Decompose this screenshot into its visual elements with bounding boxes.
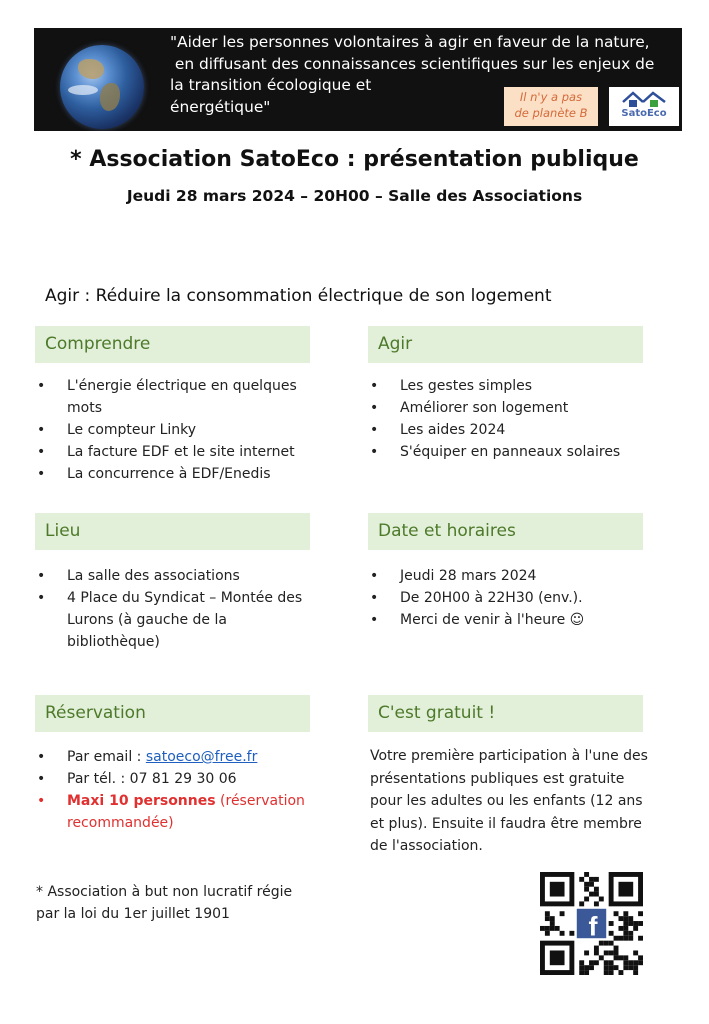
list-item: • Les gestes simples [369, 375, 669, 397]
list-item: • 4 Place du Syndicat – Montée des Lurons (à gauche de la bibliothèque) [36, 587, 321, 653]
earth-globe-icon [60, 45, 144, 129]
list-item: • La salle des associations [36, 565, 321, 587]
page-subtitle: Jeudi 28 mars 2024 – 20H00 – Salle des Associations [126, 187, 583, 205]
list-item: • La concurrence à EDF/Enedis [36, 463, 321, 485]
lieu-list [36, 565, 321, 653]
section-date-header: Date et horaires [368, 513, 643, 550]
email-label: Par email : [67, 749, 146, 765]
list-item: • Améliorer son logement [369, 397, 669, 419]
slogan-line: Il n'y a pas [519, 90, 583, 104]
list-item: • Merci de venir à l'heure ☺ [369, 609, 669, 631]
list-item: • Jeudi 28 mars 2024 [369, 565, 669, 587]
section-lieu-header: Lieu [35, 513, 310, 550]
list-item: • Les aides 2024 [369, 419, 669, 441]
list-item: • L'énergie électrique en quelques mots [36, 375, 321, 419]
list-item: • Le compteur Linky [36, 419, 321, 441]
capacity-note: (réservation recommandée) [67, 793, 305, 831]
quote-line: la transition écologique et [170, 76, 372, 94]
list-item: • La facture EDF et le site internet [36, 441, 321, 463]
list-item: • S'équiper en panneaux solaires [369, 441, 669, 463]
quote-line: énergétique" [170, 97, 271, 116]
slogan-line: de planète B [514, 106, 588, 120]
header-banner [34, 28, 682, 131]
svg-text:f: f [588, 911, 598, 942]
email-link[interactable]: satoeco@free.fr [145, 749, 258, 765]
gratuit-text: Votre première participation à l'une des présentations publiques est gratuite pour les adultes ou les enfants (12 ans et plus). Ensuite il faudra être membre de l'association. [370, 748, 648, 854]
phone-item: • Par tél. : 07 81 29 30 06 [36, 768, 321, 790]
logo-text: SatoEco [621, 108, 667, 119]
capacity-item [36, 790, 321, 834]
agir-list [369, 375, 669, 463]
satoeco-logo [609, 87, 679, 126]
section-reservation-header: Réservation [35, 695, 310, 732]
quote-line: "Aider les personnes volontaires à agir en faveur de la nature, [170, 33, 650, 51]
qr-code-facebook-icon[interactable] [540, 872, 643, 975]
list-item: • De 20H00 à 22H30 (env.). [369, 587, 669, 609]
reservation-list [36, 746, 321, 834]
page-title: * Association SatoEco : présentation publique [70, 147, 639, 172]
capacity-bold: Maxi 10 personnes [67, 793, 216, 809]
intro-heading: Agir : Réduire la consommation électrique de son logement [45, 286, 552, 306]
section-gratuit-header: C'est gratuit ! [368, 695, 643, 732]
date-list [369, 565, 669, 631]
footnote: * Association à but non lucratif régie par la loi du 1er juillet 1901 [36, 884, 293, 922]
slogan-box [504, 87, 598, 126]
section-comprendre-header: Comprendre [35, 326, 310, 363]
section-agir-header: Agir [368, 326, 643, 363]
houses-logo-icon [621, 90, 667, 110]
mission-quote [170, 32, 680, 118]
quote-line: en diffusant des connaissances scientifiques sur les enjeux de [170, 54, 655, 73]
comprendre-list [36, 375, 321, 485]
email-item [36, 746, 321, 768]
